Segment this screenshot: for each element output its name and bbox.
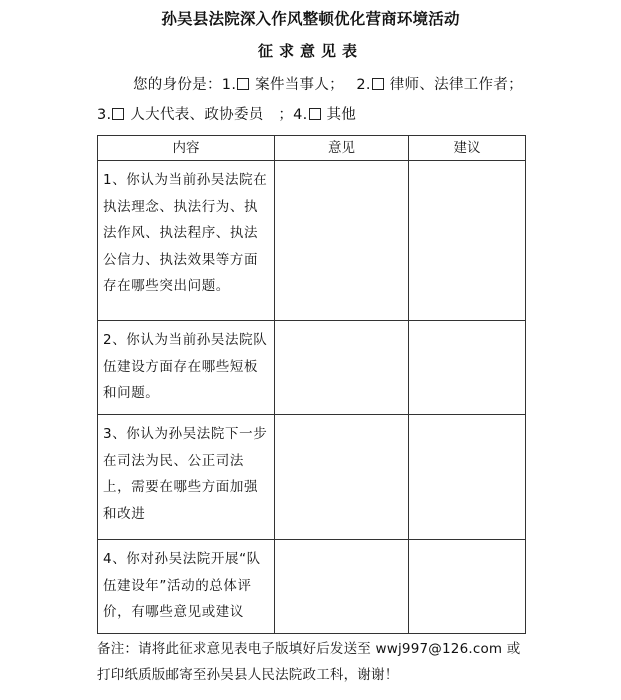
checkbox-deputy[interactable]	[112, 108, 124, 120]
table-row	[98, 540, 526, 634]
suggestion-cell[interactable]	[409, 321, 526, 415]
question-cell: 3、你认为孙吴法院下一步在司法为民、公正司法上，需要在哪些方面加强和改进	[98, 415, 275, 540]
question-cell: 1、你认为当前孙吴法院在执法理念、执法行为、执法作风、执法程序、执法公信力、执法效果等方面存在哪些突出问题。	[98, 161, 275, 321]
identity-option-deputy: 人大代表、政协委员 ；4.	[125, 107, 308, 123]
opinion-cell[interactable]	[275, 321, 409, 415]
identity-option-other: 其他	[321, 107, 357, 123]
document-title: 孙吴县法院深入作风整顿优化营商环境活动	[161, 10, 460, 28]
footer-note: 备注：请将此征求意见表电子版填好后发送至 wwj997@126.com 或打印纸质版邮寄至孙吴县人民法院政工科，谢谢！	[97, 641, 521, 683]
checkbox-litigant[interactable]	[237, 78, 249, 90]
suggestion-cell[interactable]	[409, 540, 526, 634]
survey-table	[97, 135, 526, 634]
table-row	[98, 321, 526, 415]
suggestion-cell[interactable]	[409, 161, 526, 321]
opinion-cell[interactable]	[275, 540, 409, 634]
header-suggestion: 建议	[409, 136, 526, 161]
identity-option-litigant: 案件当事人； 2.	[250, 77, 371, 93]
identity-prefix: 您的身份是：1.	[133, 77, 237, 93]
opinion-cell[interactable]	[275, 161, 409, 321]
table-row	[98, 161, 526, 321]
question-cell: 2、你认为当前孙吴法院队伍建设方面存在哪些短板和问题。	[98, 321, 275, 415]
header-opinion: 意见	[275, 136, 409, 161]
checkbox-lawyer[interactable]	[372, 78, 384, 90]
question-cell: 4、你对孙吴法院开展“队伍建设年”活动的总体评价，有哪些意见或建议	[98, 540, 275, 634]
table-header-row	[98, 136, 526, 161]
suggestion-cell[interactable]	[409, 415, 526, 540]
identity-question	[97, 70, 527, 130]
header-content: 内容	[98, 136, 275, 161]
opinion-cell[interactable]	[275, 415, 409, 540]
table-row	[98, 415, 526, 540]
checkbox-other[interactable]	[309, 108, 321, 120]
identity-option-lawyer: 律师、法律工作者；3.	[97, 77, 523, 123]
document-subtitle: 征求意见表	[257, 42, 363, 60]
